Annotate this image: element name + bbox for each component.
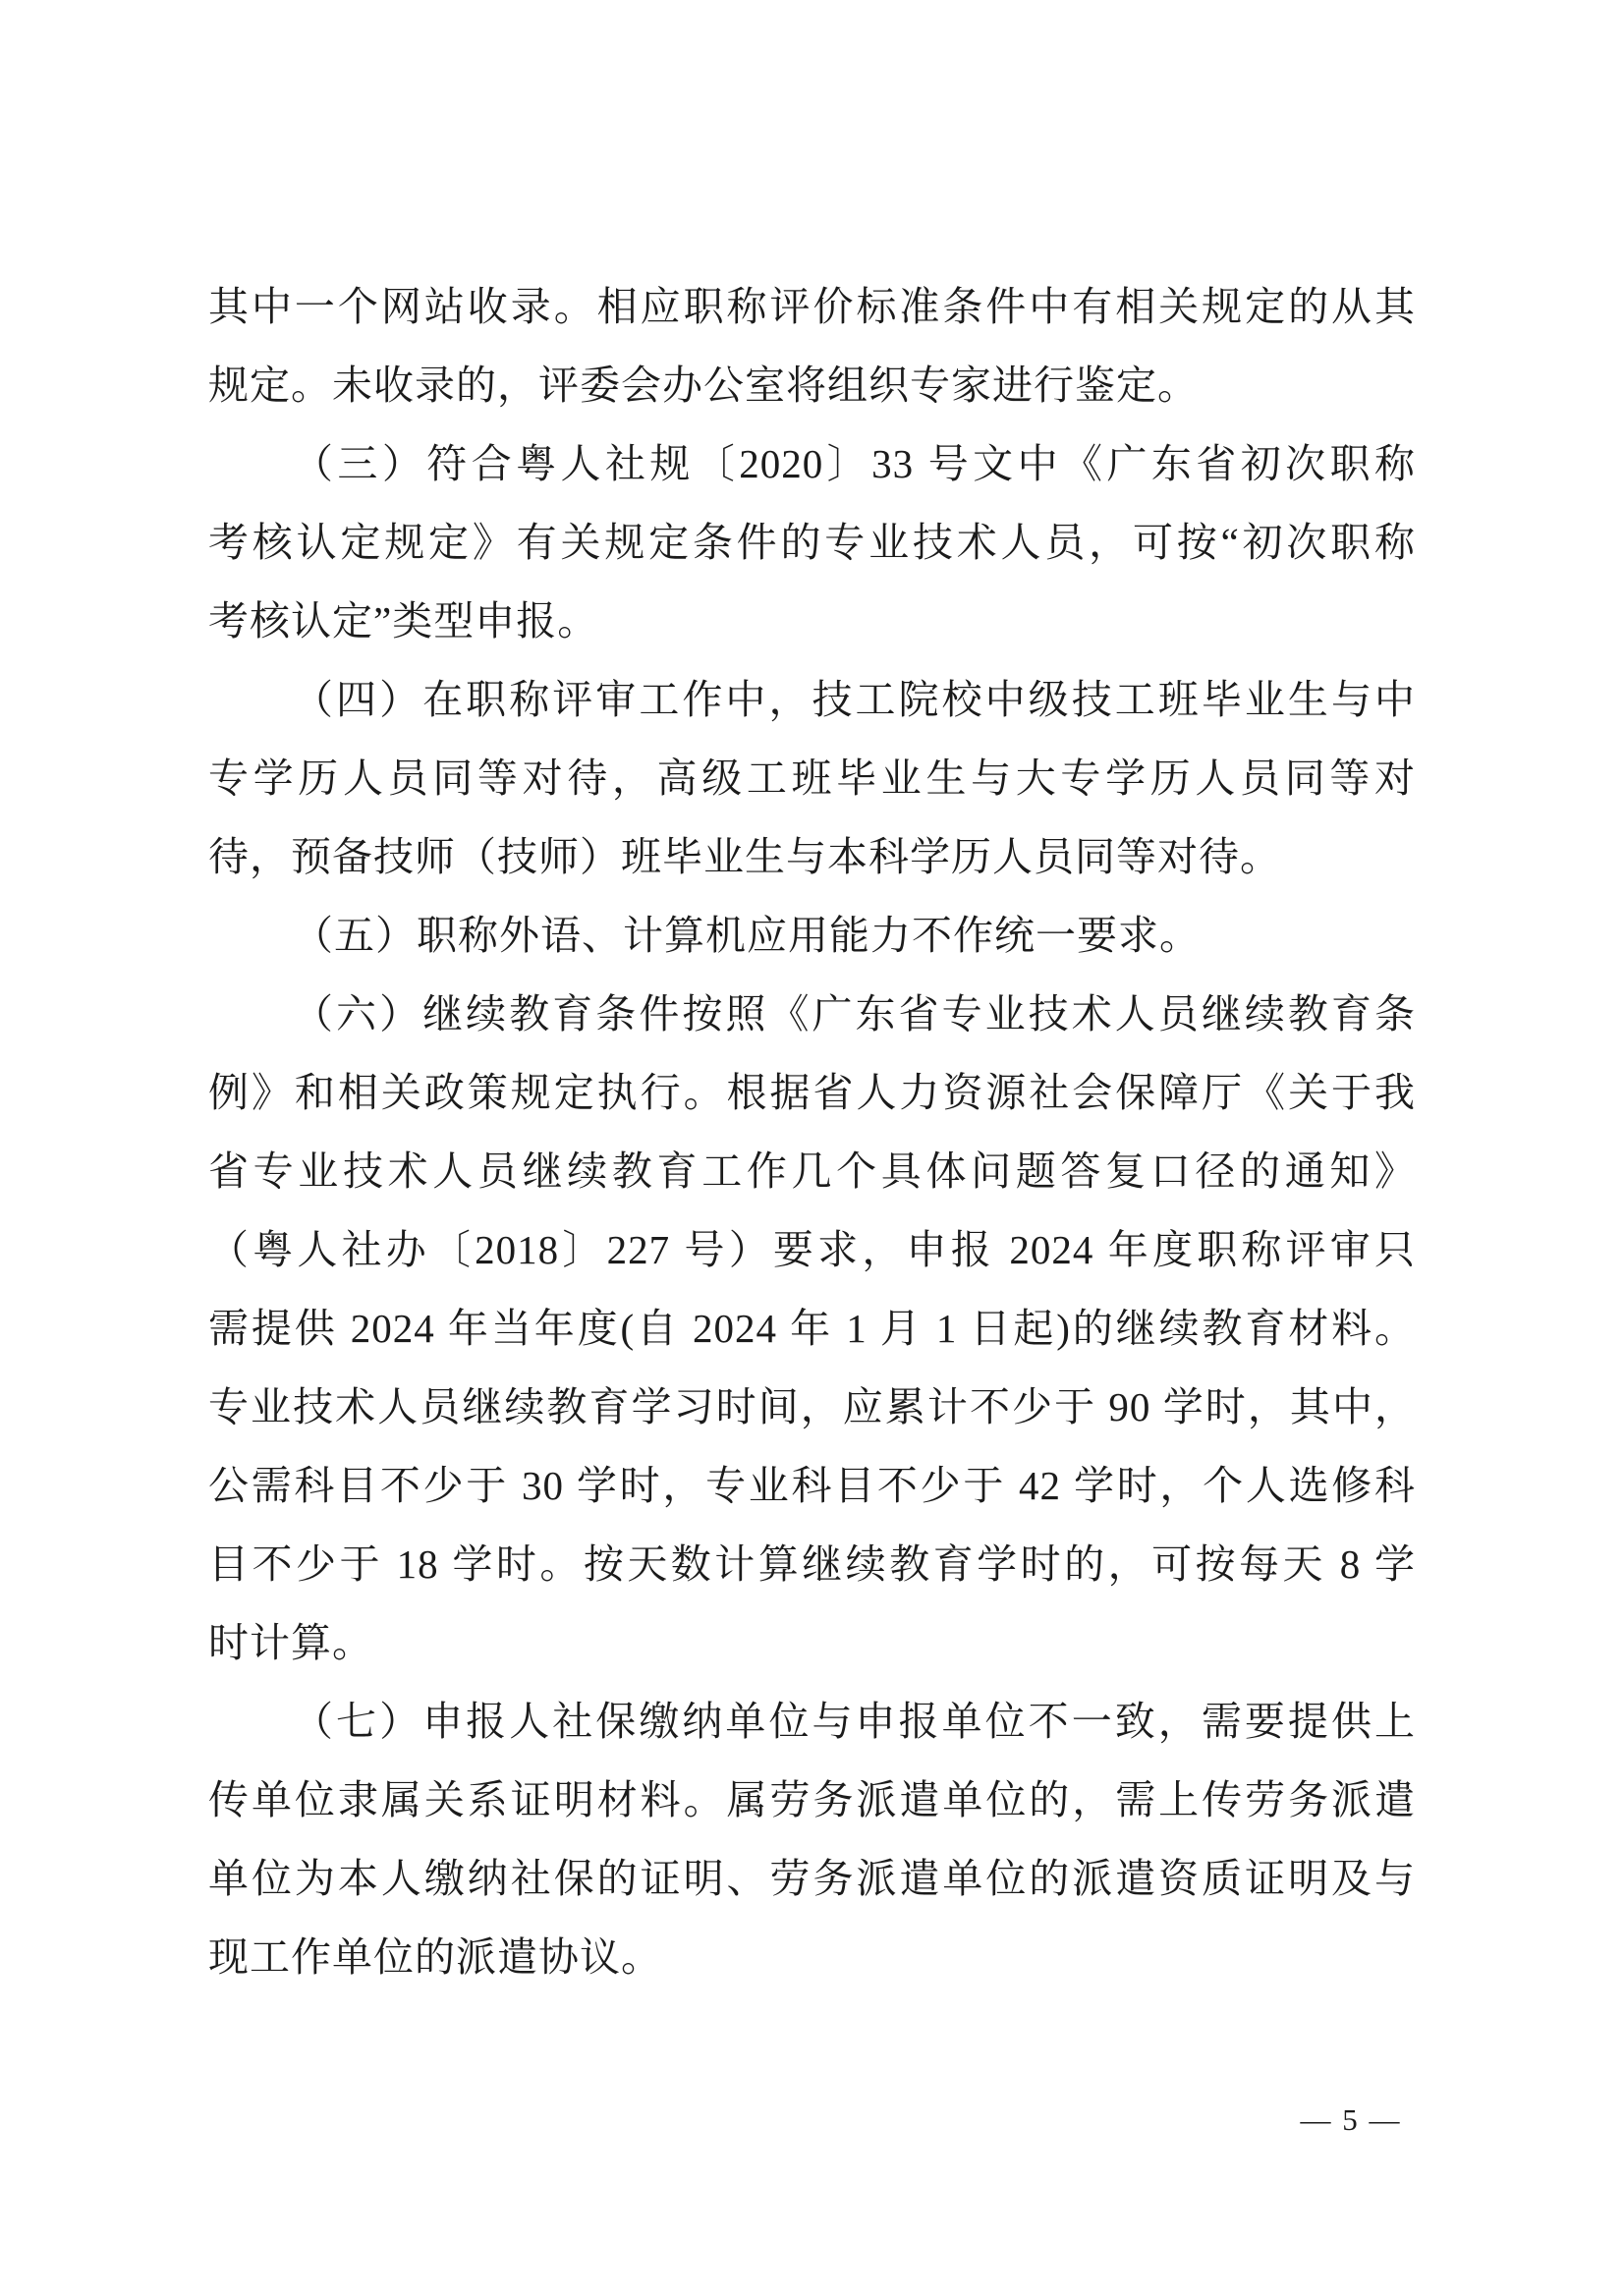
- text-line: （六）继续教育条件按照《广东省专业技术人员继续教育条: [293, 991, 1416, 1036]
- text-line: 传单位隶属关系证明材料。属劳务派遣单位的，需上传劳务派遣: [208, 1777, 1416, 1822]
- text-line: 省专业技术人员继续教育工作几个具体问题答复口径的通知》: [208, 1148, 1416, 1194]
- document-body: [208, 267, 1416, 1996]
- text-line: 单位为本人缴纳社保的证明、劳务派遣单位的派遣资质证明及与: [208, 1856, 1416, 1901]
- text-line: 考核认定规定》有关规定条件的专业技术人员，可按“初次职称: [208, 520, 1416, 565]
- text-line: 需提供 2024 年当年度(自 2024 年 1 月 1 日起)的继续教育材料。: [208, 1306, 1416, 1351]
- text-line: 例》和相关政策规定执行。根据省人力资源社会保障厅《关于我: [208, 1070, 1416, 1115]
- text-line: （四）在职称评审工作中，技工院校中级技工班毕业生与中: [293, 677, 1416, 722]
- text-line: 专业技术人员继续教育学习时间，应累计不少于 90 学时，其中，: [208, 1384, 1416, 1429]
- text-line: （七）申报人社保缴纳单位与申报单位不一致，需要提供上: [293, 1699, 1416, 1744]
- text-line: （三）符合粤人社规〔2020〕33 号文中《广东省初次职称: [293, 441, 1416, 486]
- text-line: 目不少于 18 学时。按天数计算继续教育学时的，可按每天 8 学: [208, 1541, 1416, 1587]
- text-line: 时计算。: [208, 1620, 373, 1665]
- text-line: （粤人社办〔2018〕227 号）要求，申报 2024 年度职称评审只: [208, 1227, 1416, 1272]
- page-number: — 5 —: [1300, 2102, 1402, 2137]
- text-line: 其中一个网站收录。相应职称评价标准条件中有相关规定的从其: [208, 284, 1416, 329]
- text-line: 专学历人员同等对待，高级工班毕业生与大专学历人员同等对: [208, 756, 1416, 801]
- text-line: 考核认定”类型申报。: [208, 598, 599, 644]
- text-line: 公需科目不少于 30 学时，专业科目不少于 42 学时，个人选修科: [208, 1463, 1416, 1508]
- text-line: （五）职称外语、计算机应用能力不作统一要求。: [293, 913, 1201, 958]
- text-line: 待，预备技师（技师）班毕业生与本科学历人员同等对待。: [208, 834, 1281, 879]
- text-line: 规定。未收录的，评委会办公室将组织专家进行鉴定。: [208, 363, 1199, 408]
- text-line: 现工作单位的派遣协议。: [208, 1934, 662, 1980]
